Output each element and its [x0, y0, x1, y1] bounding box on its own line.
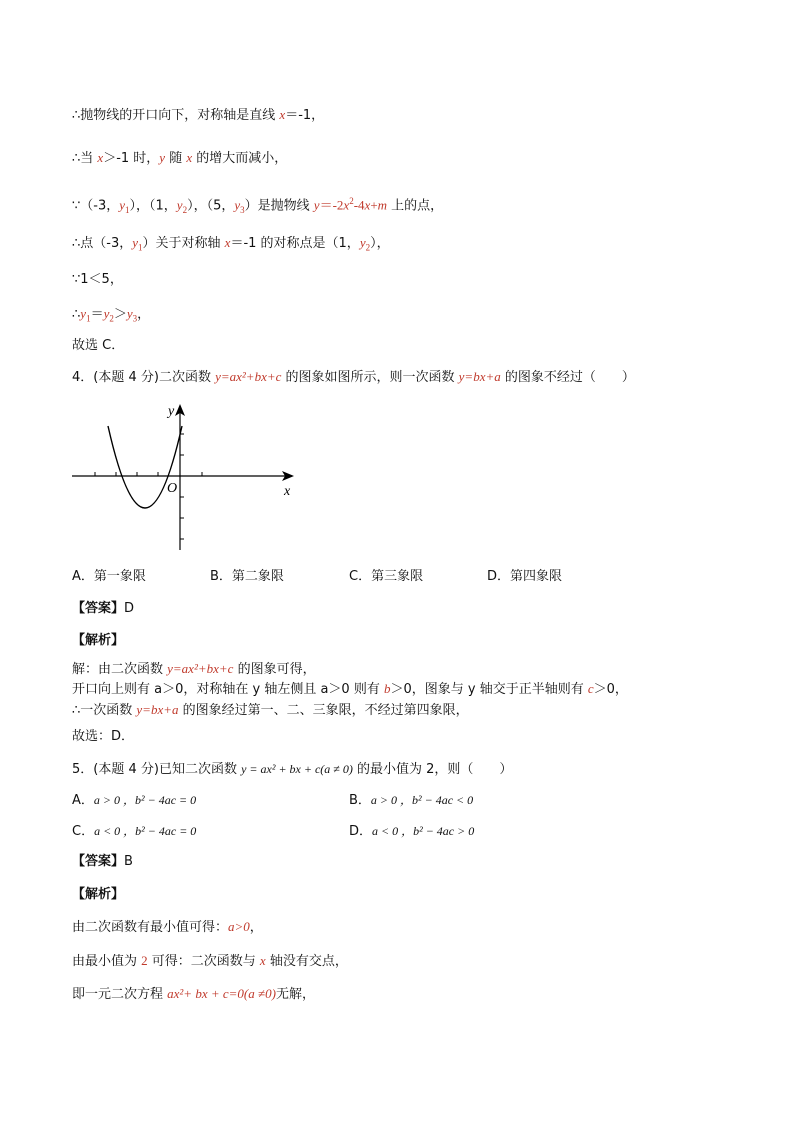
text-line-points — [72, 192, 443, 219]
var: y — [132, 235, 139, 250]
parabola-graph — [72, 400, 302, 552]
option-5-b — [349, 791, 473, 810]
var: x — [97, 150, 104, 165]
option-label: B． — [349, 793, 371, 808]
text: 开口向上则有 a＞0，对称轴在 y 轴左侧且 a＞0 则有 — [72, 682, 384, 697]
text: ＝-1， — [285, 108, 325, 123]
option-a: A．第一象限 — [72, 569, 146, 584]
text: ∵（-3， — [72, 198, 120, 214]
var: x — [343, 197, 350, 213]
text-line-axis — [72, 106, 324, 125]
text: ＝-2 — [319, 197, 344, 213]
analysis-4-line-3 — [72, 701, 469, 720]
text: 解：由二次函数 — [72, 662, 168, 677]
text: ， — [249, 920, 263, 935]
sub: 1 — [138, 242, 143, 253]
var: y — [313, 197, 320, 213]
answer-value: D — [124, 601, 135, 616]
option-d: D．第四象限 — [487, 569, 563, 584]
y-ticks — [180, 434, 184, 539]
text: 随 — [165, 151, 187, 166]
answer-5 — [72, 853, 133, 871]
text: ＞-1 时， — [103, 151, 160, 166]
sup: 2 — [349, 196, 354, 206]
option-5-d — [349, 822, 474, 841]
text: 上的点， — [387, 198, 444, 214]
option-5-a — [72, 791, 196, 810]
var: x — [364, 197, 371, 213]
analysis-5-line-2 — [72, 952, 348, 971]
text: 的图象不经过（ ） — [500, 370, 635, 385]
text: 即一元二次方程 — [72, 987, 168, 1002]
option-c: C．第三象限 — [349, 569, 424, 584]
text: ）是抛物线 — [244, 198, 314, 214]
option-label: A． — [72, 793, 94, 808]
text-line-choice: 故选 C． — [72, 338, 125, 353]
var: x — [224, 235, 231, 250]
text: ∴ — [72, 307, 81, 322]
analysis-5-line-1 — [72, 918, 263, 937]
text: ）， — [370, 236, 390, 251]
analysis-5-label: 【解析】 — [72, 887, 125, 902]
sub: 3 — [132, 313, 138, 324]
text: 的最小值为 2，则（ ） — [352, 762, 513, 777]
text: ）关于对称轴 — [142, 236, 225, 251]
text: 4．(本题 4 分)二次函数 — [72, 370, 216, 385]
text: ∴一次函数 — [72, 703, 137, 718]
sub: 1 — [125, 204, 130, 215]
text: ∴抛物线的开口向下，对称轴是直线 — [72, 108, 280, 123]
analysis-4-label: 【解析】 — [72, 633, 125, 648]
text: ∴点（-3， — [72, 236, 133, 251]
text: 的增大而减小， — [192, 151, 288, 166]
var: x — [186, 150, 193, 165]
var: m — [377, 197, 388, 213]
sub: 1 — [86, 313, 91, 324]
option-math: a < 0 ，b² − 4ac = 0 — [94, 824, 197, 838]
answer-label: 【答案】 — [72, 854, 125, 869]
option-b: B．第二象限 — [210, 569, 284, 584]
option-5-c — [72, 822, 196, 841]
var: y — [176, 197, 183, 213]
origin-label: O — [167, 481, 178, 496]
text: ），（5， — [187, 198, 235, 214]
var: c — [587, 681, 594, 696]
var: y — [103, 306, 110, 321]
formula: y=bx+a — [136, 702, 179, 717]
text: 可得：二次函数与 — [147, 954, 260, 969]
analysis-5-line-3 — [72, 985, 315, 1004]
text-line-result — [72, 305, 150, 328]
var: x — [279, 107, 286, 122]
text: 由最小值为 — [72, 954, 142, 969]
text-line-decrease — [72, 149, 287, 168]
text: 的图象经过第一、二、三象限，不经过第四象限， — [178, 703, 469, 718]
var: x — [259, 953, 266, 968]
question-5-stem — [72, 760, 512, 779]
answer-4 — [72, 600, 134, 618]
formula: y=ax²+bx+c — [215, 369, 282, 384]
text: ＝ — [90, 307, 104, 322]
sub: 2 — [109, 313, 114, 324]
text: 的图象可得， — [233, 662, 316, 677]
var: b — [383, 681, 391, 696]
var: y — [234, 197, 241, 213]
text: 轴没有交点， — [265, 954, 348, 969]
text: ＞ — [113, 307, 127, 322]
var: y — [126, 306, 133, 321]
analysis-4-line-4: 故选：D． — [72, 729, 135, 744]
analysis-4-line-1 — [72, 660, 316, 679]
text: ∴当 — [72, 151, 98, 166]
sub: 3 — [240, 204, 245, 215]
answer-value: B — [124, 854, 133, 869]
x-ticks — [95, 472, 202, 476]
text: 由二次函数有最小值可得： — [72, 920, 229, 935]
text: -4 — [353, 197, 365, 213]
number: 2 — [141, 953, 148, 968]
formula: ax²+ bx + c=0(a ≠0) — [167, 986, 276, 1001]
formula: y = ax² + bx + c(a ≠ 0) — [241, 762, 353, 776]
option-label: C． — [72, 824, 95, 839]
text: 的图象如图所示，则一次函数 — [281, 370, 459, 385]
text-line-compare: ∵1＜5， — [72, 272, 123, 287]
text: 无解， — [275, 987, 315, 1002]
text-line-symmetric — [72, 234, 390, 257]
analysis-4-line-2 — [72, 680, 628, 699]
text: 5．(本题 4 分)已知二次函数 — [72, 762, 242, 777]
formula: y=bx+a — [458, 369, 501, 384]
text: + — [370, 197, 378, 213]
text: ＝-1 的对称点是（1， — [230, 236, 360, 251]
option-math: a > 0 ，b² − 4ac = 0 — [93, 793, 197, 807]
text: ＞0， — [593, 682, 628, 697]
y-axis-label: y — [168, 404, 175, 419]
sub: 2 — [182, 204, 188, 215]
text: ），（1， — [129, 198, 177, 214]
option-math: a > 0 ，b² − 4ac < 0 — [370, 793, 474, 807]
var: y — [159, 150, 166, 165]
var: y — [80, 306, 87, 321]
answer-label: 【答案】 — [72, 601, 125, 616]
formula: a>0 — [228, 919, 250, 934]
var: y — [119, 197, 126, 213]
option-label: D． — [349, 824, 373, 839]
text: ＞0，图象与 y 轴交于正半轴则有 — [390, 682, 588, 697]
formula: y=ax²+bx+c — [167, 661, 234, 676]
sub: 2 — [365, 242, 371, 253]
x-axis-label: x — [284, 484, 291, 499]
var: y — [359, 235, 366, 250]
option-math: a < 0 ，b² − 4ac > 0 — [372, 824, 475, 838]
text: ， — [137, 307, 151, 322]
question-4-stem — [72, 368, 635, 387]
